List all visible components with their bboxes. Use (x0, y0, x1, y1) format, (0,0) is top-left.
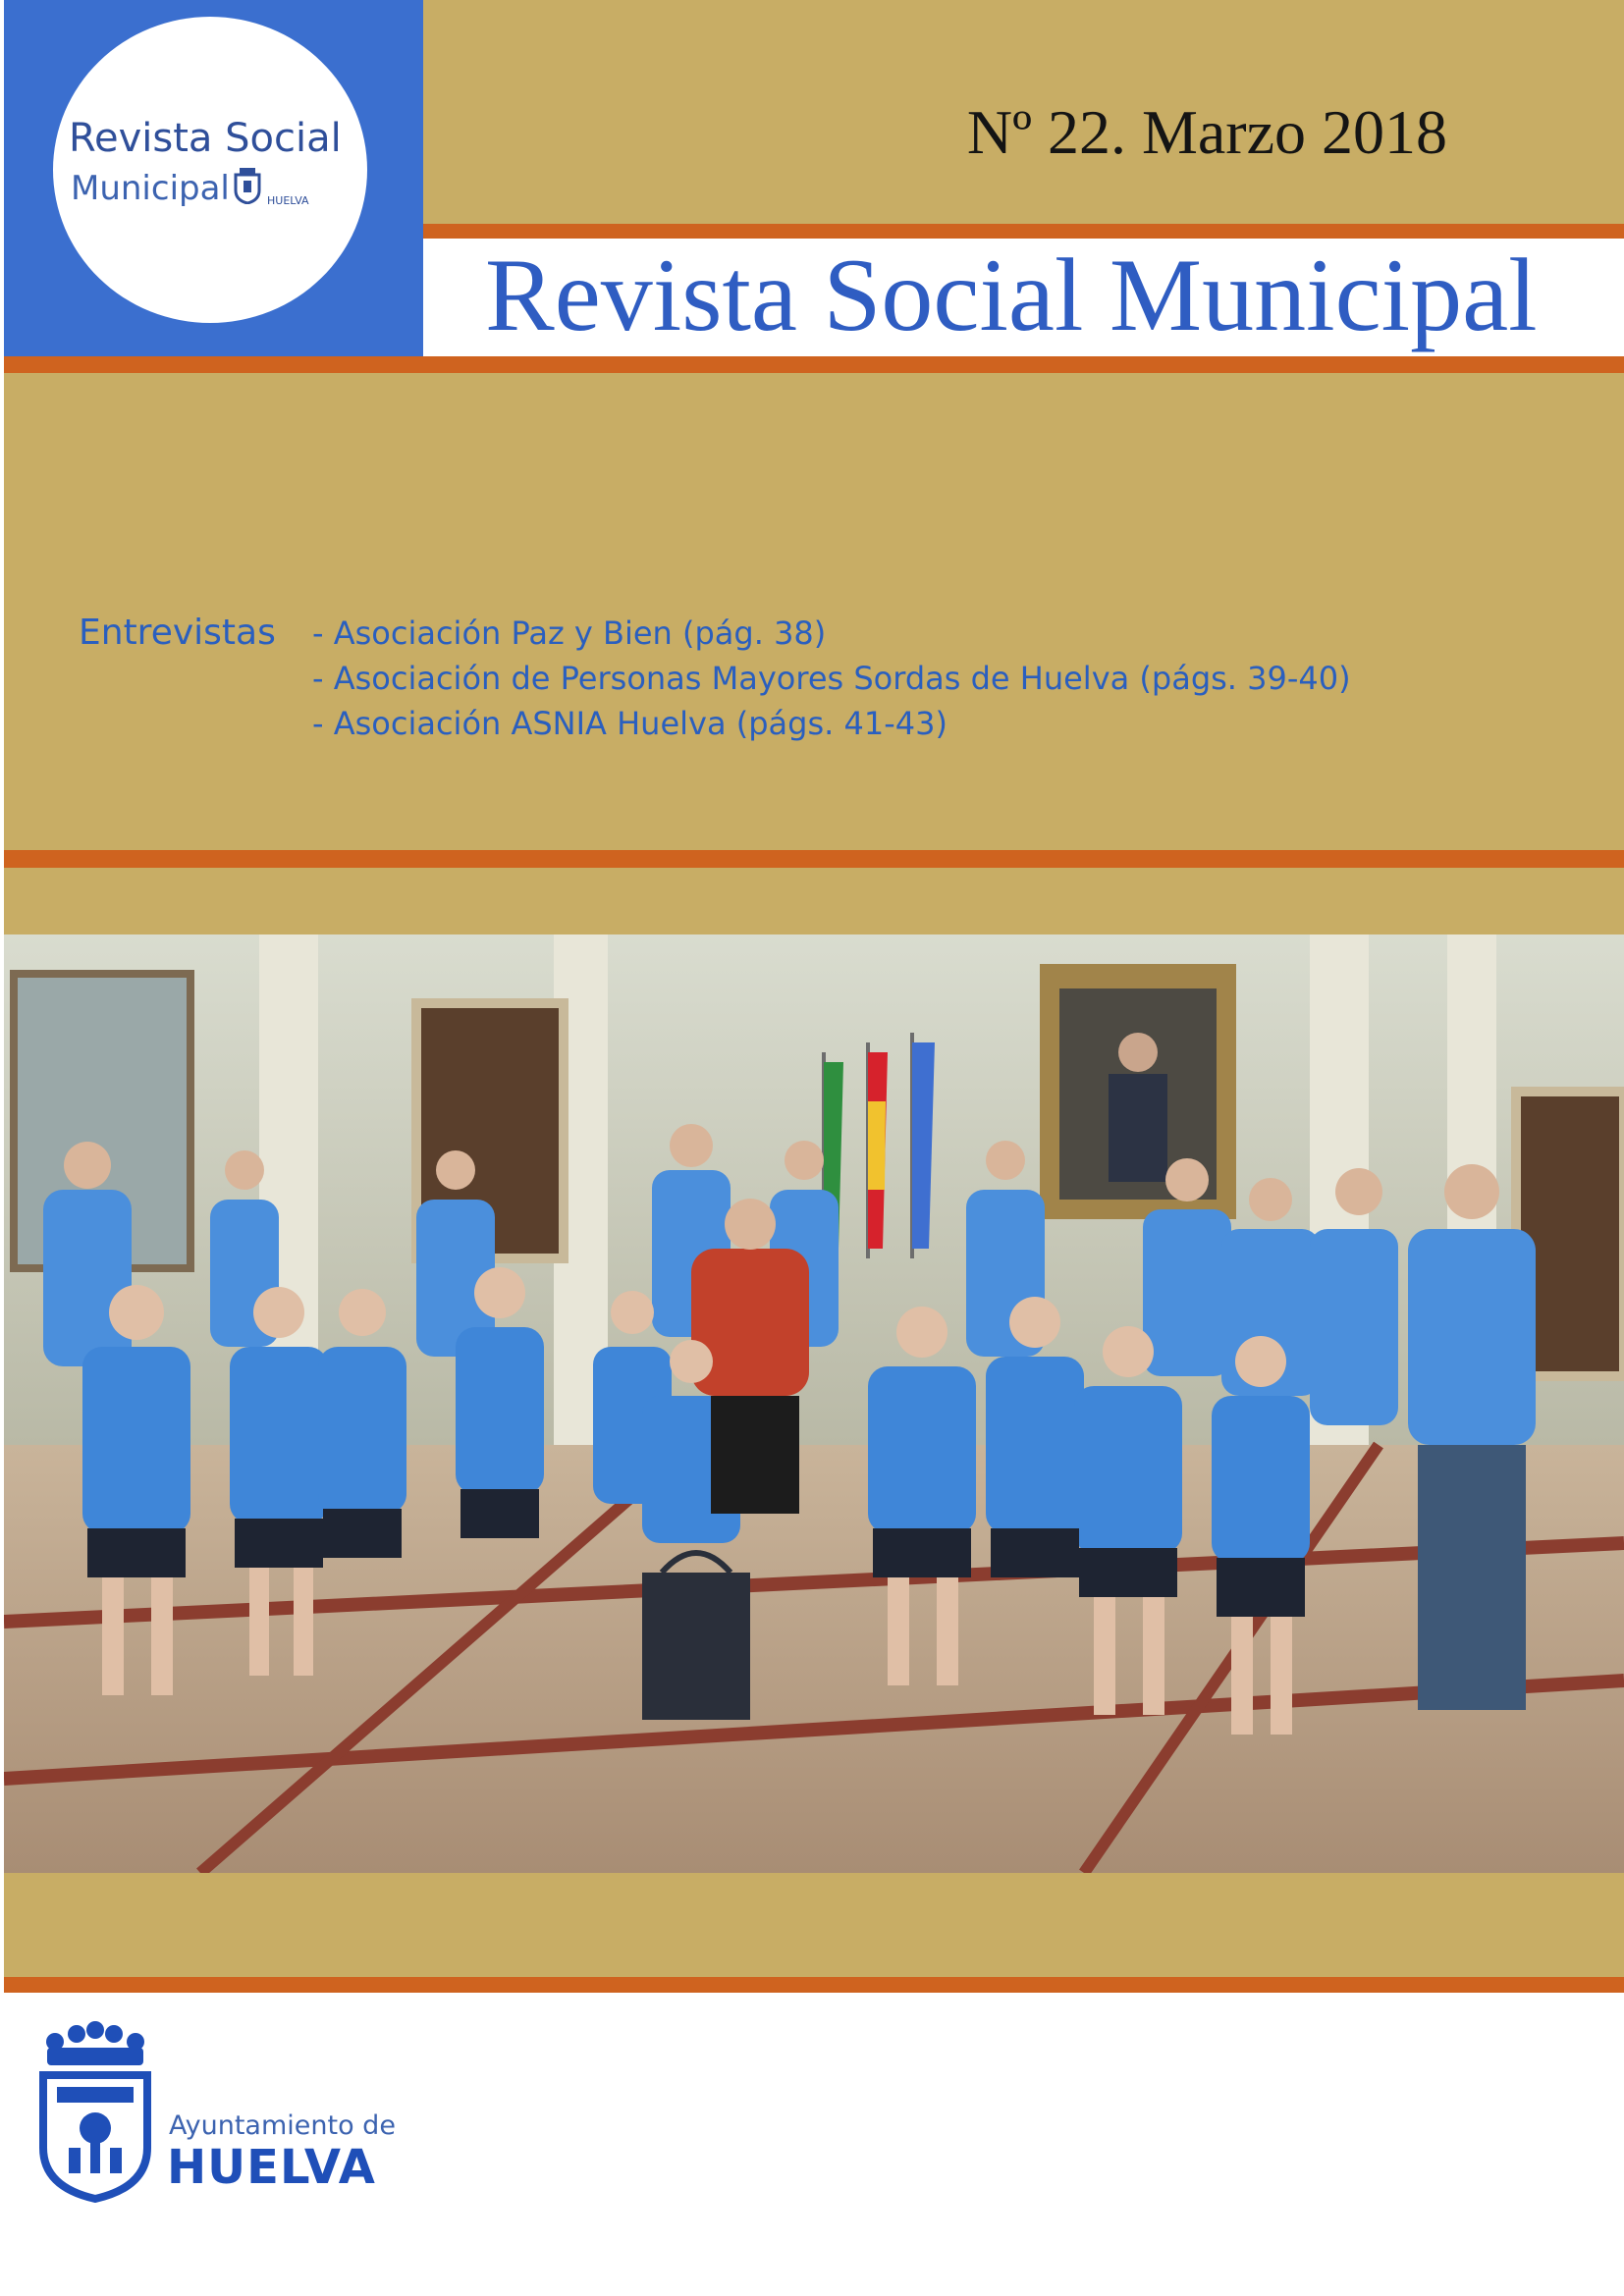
footer-huelva-label: HUELVA (167, 2140, 376, 2195)
interview-item: - Asociación ASNIA Huelva (págs. 41-43) (312, 705, 947, 742)
coat-of-arms-icon (232, 165, 263, 204)
interview-item: - Asociación Paz y Bien (pág. 38) (312, 614, 827, 652)
interviews-label: Entrevistas (79, 613, 276, 653)
group-photo (4, 934, 1624, 1873)
logo-text-line1: Revista Social (69, 116, 342, 161)
issue-number: Nº 22. Marzo 2018 (966, 97, 1447, 167)
divider-line (4, 1977, 1624, 1993)
magazine-title: Revista Social Municipal (485, 238, 1538, 352)
divider-line (4, 356, 1624, 373)
footer-ayuntamiento-label: Ayuntamiento de (169, 2110, 396, 2141)
interview-item: - Asociación de Personas Mayores Sordas de Huelva (págs. 39-40) (312, 660, 1351, 697)
divider-line (4, 850, 1624, 868)
logo-emblem-label: HUELVA (267, 194, 309, 207)
huelva-coat-of-arms-icon (33, 2020, 157, 2203)
logo-text-line2: Municipal (71, 169, 230, 208)
mid-band (4, 868, 1624, 934)
bottom-band (4, 1873, 1624, 1977)
